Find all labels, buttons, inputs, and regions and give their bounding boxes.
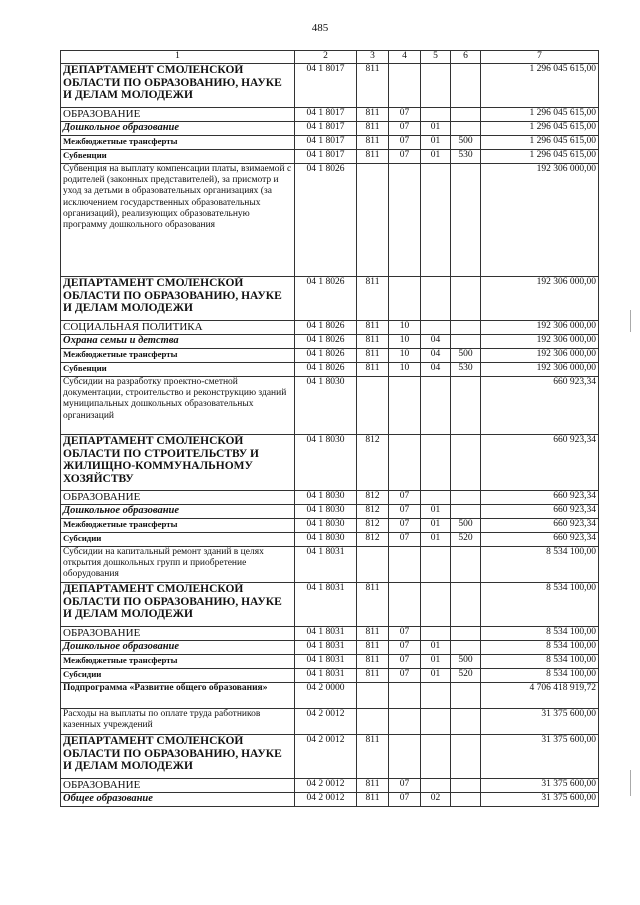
subsection-code: 01	[421, 655, 451, 669]
column-header: 4	[389, 51, 421, 64]
expense-type-code: 530	[451, 363, 481, 377]
subsection-code: 04	[421, 363, 451, 377]
budget-table	[60, 50, 599, 807]
department-code	[357, 709, 389, 735]
table-row	[61, 377, 599, 435]
item-name: ДЕПАРТАМЕНТ СМОЛЕНСКОЙ ОБЛАСТИ ПО СТРОИТЕЛЬСТВУ И ЖИЛИЩНО-КОММУНАЛЬНОМУ ХОЗЯЙСТВУ	[61, 435, 295, 491]
amount: 31 375 600,00	[481, 709, 599, 735]
target-article-code: 04 2 0012	[295, 779, 357, 793]
table-row	[61, 164, 599, 277]
page-number: 485	[311, 22, 329, 34]
item-name: Субвенции	[61, 150, 295, 164]
item-name: Субвенции	[61, 363, 295, 377]
expense-type-code: 500	[451, 519, 481, 533]
item-name: Дошкольное образование	[61, 122, 295, 136]
amount: 31 375 600,00	[481, 793, 599, 807]
target-article-code: 04 2 0000	[295, 683, 357, 709]
subsection-code	[421, 779, 451, 793]
item-name: Межбюджетные трансферты	[61, 136, 295, 150]
item-name: Субсидии на капитальный ремонт зданий в целях открытия дошкольных групп и приобретение оборудования	[61, 547, 295, 583]
amount: 660 923,34	[481, 435, 599, 491]
item-name: ОБРАЗОВАНИЕ	[61, 108, 295, 122]
table-row	[61, 349, 599, 363]
amount: 192 306 000,00	[481, 277, 599, 321]
amount: 31 375 600,00	[481, 779, 599, 793]
amount: 192 306 000,00	[481, 363, 599, 377]
department-code: 812	[357, 519, 389, 533]
expense-type-code	[451, 793, 481, 807]
section-code: 07	[389, 627, 421, 641]
department-code: 811	[357, 349, 389, 363]
department-code: 811	[357, 122, 389, 136]
amount: 1 296 045 615,00	[481, 122, 599, 136]
department-code: 811	[357, 627, 389, 641]
target-article-code: 04 1 8026	[295, 321, 357, 335]
section-code: 10	[389, 349, 421, 363]
department-code: 811	[357, 583, 389, 627]
amount: 192 306 000,00	[481, 164, 599, 277]
item-name: ДЕПАРТАМЕНТ СМОЛЕНСКОЙ ОБЛАСТИ ПО ОБРАЗОВАНИЮ, НАУКЕ И ДЕЛАМ МОЛОДЕЖИ	[61, 64, 295, 108]
expense-type-code	[451, 779, 481, 793]
amount: 660 923,34	[481, 491, 599, 505]
section-code	[389, 683, 421, 709]
expense-type-code: 500	[451, 349, 481, 363]
target-article-code: 04 1 8030	[295, 505, 357, 519]
section-code	[389, 64, 421, 108]
item-name: Субсидии	[61, 669, 295, 683]
item-name: Субсидии на разработку проектно-сметной документации, строительство и реконструкцию зданий муниципальных дошкольных образовательных организаций	[61, 377, 295, 435]
section-code: 07	[389, 108, 421, 122]
section-code	[389, 435, 421, 491]
table-row	[61, 583, 599, 627]
table-row	[61, 435, 599, 491]
department-code: 811	[357, 277, 389, 321]
subsection-code	[421, 277, 451, 321]
department-code: 811	[357, 108, 389, 122]
target-article-code: 04 1 8030	[295, 377, 357, 435]
target-article-code: 04 2 0012	[295, 735, 357, 779]
subsection-code	[421, 64, 451, 108]
section-code: 07	[389, 655, 421, 669]
table-row	[61, 641, 599, 655]
item-name: Дошкольное образование	[61, 505, 295, 519]
subsection-code	[421, 627, 451, 641]
amount: 4 706 418 919,72	[481, 683, 599, 709]
table-row	[61, 519, 599, 533]
item-name: ДЕПАРТАМЕНТ СМОЛЕНСКОЙ ОБЛАСТИ ПО ОБРАЗОВАНИЮ, НАУКЕ И ДЕЛАМ МОЛОДЕЖИ	[61, 735, 295, 779]
header-row	[61, 51, 599, 64]
target-article-code: 04 1 8026	[295, 164, 357, 277]
amount: 1 296 045 615,00	[481, 64, 599, 108]
section-code: 07	[389, 150, 421, 164]
department-code: 811	[357, 321, 389, 335]
target-article-code: 04 1 8017	[295, 64, 357, 108]
expense-type-code	[451, 491, 481, 505]
section-code: 10	[389, 321, 421, 335]
subsection-code	[421, 435, 451, 491]
department-code: 811	[357, 64, 389, 108]
item-name: ОБРАЗОВАНИЕ	[61, 491, 295, 505]
subsection-code	[421, 735, 451, 779]
department-code: 811	[357, 655, 389, 669]
scan-mark	[630, 770, 631, 796]
item-name: Субсидии	[61, 533, 295, 547]
target-article-code: 04 1 8030	[295, 435, 357, 491]
table-row	[61, 655, 599, 669]
amount: 8 534 100,00	[481, 583, 599, 627]
amount: 660 923,34	[481, 533, 599, 547]
department-code	[357, 377, 389, 435]
section-code: 07	[389, 533, 421, 547]
subsection-code: 04	[421, 349, 451, 363]
subsection-code: 01	[421, 122, 451, 136]
subsection-code: 01	[421, 136, 451, 150]
item-name: ОБРАЗОВАНИЕ	[61, 627, 295, 641]
amount: 8 534 100,00	[481, 547, 599, 583]
expense-type-code	[451, 277, 481, 321]
table-row	[61, 779, 599, 793]
table-row	[61, 547, 599, 583]
section-code: 07	[389, 669, 421, 683]
item-name: Межбюджетные трансферты	[61, 655, 295, 669]
target-article-code: 04 1 8026	[295, 349, 357, 363]
column-header: 1	[61, 51, 295, 64]
section-code	[389, 709, 421, 735]
table-row	[61, 150, 599, 164]
item-name: Подпрограмма «Развитие общего образования»	[61, 683, 295, 709]
column-header: 2	[295, 51, 357, 64]
target-article-code: 04 1 8031	[295, 641, 357, 655]
table-row	[61, 108, 599, 122]
department-code	[357, 164, 389, 277]
section-code: 07	[389, 505, 421, 519]
item-name: Дошкольное образование	[61, 641, 295, 655]
table-row	[61, 136, 599, 150]
department-code: 812	[357, 435, 389, 491]
target-article-code: 04 1 8026	[295, 335, 357, 349]
department-code	[357, 547, 389, 583]
subsection-code	[421, 164, 451, 277]
section-code: 10	[389, 335, 421, 349]
item-name: Субвенция на выплату компенсации платы, взимаемой с родителей (законных представителей), за присмотр и уход за детьми в образовательных организациях (за исключением государственных образовательных организаций), реализующих образовательную программу дошкольного образования	[61, 164, 295, 277]
subsection-code	[421, 683, 451, 709]
target-article-code: 04 1 8030	[295, 491, 357, 505]
column-header: 7	[481, 51, 599, 64]
department-code: 811	[357, 335, 389, 349]
amount: 192 306 000,00	[481, 349, 599, 363]
department-code: 812	[357, 491, 389, 505]
department-code: 811	[357, 136, 389, 150]
department-code: 811	[357, 793, 389, 807]
column-header: 5	[421, 51, 451, 64]
target-article-code: 04 1 8026	[295, 363, 357, 377]
section-code	[389, 735, 421, 779]
section-code: 07	[389, 793, 421, 807]
subsection-code	[421, 108, 451, 122]
expense-type-code	[451, 683, 481, 709]
amount: 192 306 000,00	[481, 321, 599, 335]
subsection-code	[421, 547, 451, 583]
item-name: Охрана семьи и детства	[61, 335, 295, 349]
section-code: 07	[389, 491, 421, 505]
section-code: 07	[389, 136, 421, 150]
table-row	[61, 122, 599, 136]
table-row	[61, 491, 599, 505]
expense-type-code	[451, 164, 481, 277]
table-row	[61, 627, 599, 641]
subsection-code: 01	[421, 533, 451, 547]
table-row	[61, 64, 599, 108]
expense-type-code: 520	[451, 533, 481, 547]
expense-type-code	[451, 64, 481, 108]
expense-type-code: 530	[451, 150, 481, 164]
item-name: СОЦИАЛЬНАЯ ПОЛИТИКА	[61, 321, 295, 335]
subsection-code	[421, 377, 451, 435]
section-code: 07	[389, 641, 421, 655]
item-name: ДЕПАРТАМЕНТ СМОЛЕНСКОЙ ОБЛАСТИ ПО ОБРАЗОВАНИЮ, НАУКЕ И ДЕЛАМ МОЛОДЕЖИ	[61, 277, 295, 321]
department-code: 812	[357, 533, 389, 547]
subsection-code: 01	[421, 519, 451, 533]
department-code: 811	[357, 363, 389, 377]
department-code: 812	[357, 505, 389, 519]
item-name: ОБРАЗОВАНИЕ	[61, 779, 295, 793]
department-code: 811	[357, 779, 389, 793]
target-article-code: 04 1 8030	[295, 519, 357, 533]
item-name: Общее образование	[61, 793, 295, 807]
expense-type-code	[451, 583, 481, 627]
table-row	[61, 321, 599, 335]
expense-type-code: 520	[451, 669, 481, 683]
amount: 192 306 000,00	[481, 335, 599, 349]
subsection-code	[421, 321, 451, 335]
subsection-code: 01	[421, 641, 451, 655]
scan-mark	[630, 310, 631, 332]
subsection-code: 02	[421, 793, 451, 807]
amount: 1 296 045 615,00	[481, 108, 599, 122]
target-article-code: 04 1 8026	[295, 277, 357, 321]
section-code	[389, 583, 421, 627]
subsection-code: 01	[421, 505, 451, 519]
subsection-code: 01	[421, 669, 451, 683]
department-code: 811	[357, 641, 389, 655]
amount: 8 534 100,00	[481, 655, 599, 669]
section-code	[389, 164, 421, 277]
expense-type-code	[451, 377, 481, 435]
item-name: Межбюджетные трансферты	[61, 349, 295, 363]
column-header: 3	[357, 51, 389, 64]
subsection-code: 04	[421, 335, 451, 349]
target-article-code: 04 1 8031	[295, 655, 357, 669]
section-code: 07	[389, 779, 421, 793]
subsection-code	[421, 709, 451, 735]
amount: 31 375 600,00	[481, 735, 599, 779]
target-article-code: 04 1 8031	[295, 583, 357, 627]
subsection-code	[421, 491, 451, 505]
item-name: Расходы на выплаты по оплате труда работников казенных учреждений	[61, 709, 295, 735]
target-article-code: 04 1 8017	[295, 122, 357, 136]
table-row	[61, 277, 599, 321]
expense-type-code: 500	[451, 655, 481, 669]
amount: 1 296 045 615,00	[481, 150, 599, 164]
target-article-code: 04 2 0012	[295, 709, 357, 735]
expense-type-code	[451, 435, 481, 491]
amount: 1 296 045 615,00	[481, 136, 599, 150]
amount: 660 923,34	[481, 377, 599, 435]
table-row	[61, 683, 599, 709]
target-article-code: 04 2 0012	[295, 793, 357, 807]
expense-type-code: 500	[451, 136, 481, 150]
item-name: Межбюджетные трансферты	[61, 519, 295, 533]
amount: 8 534 100,00	[481, 627, 599, 641]
table-row	[61, 505, 599, 519]
table-row	[61, 793, 599, 807]
department-code: 811	[357, 735, 389, 779]
expense-type-code	[451, 547, 481, 583]
target-article-code: 04 1 8031	[295, 627, 357, 641]
expense-type-code	[451, 321, 481, 335]
section-code	[389, 377, 421, 435]
target-article-code: 04 1 8031	[295, 547, 357, 583]
department-code: 811	[357, 669, 389, 683]
subsection-code: 01	[421, 150, 451, 164]
target-article-code: 04 1 8017	[295, 150, 357, 164]
expense-type-code	[451, 505, 481, 519]
column-header: 6	[451, 51, 481, 64]
table-row	[61, 335, 599, 349]
expense-type-code	[451, 122, 481, 136]
subsection-code	[421, 583, 451, 627]
amount: 660 923,34	[481, 505, 599, 519]
target-article-code: 04 1 8031	[295, 669, 357, 683]
expense-type-code	[451, 108, 481, 122]
table-row	[61, 709, 599, 735]
table-row	[61, 669, 599, 683]
expense-type-code	[451, 627, 481, 641]
target-article-code: 04 1 8017	[295, 108, 357, 122]
expense-type-code	[451, 335, 481, 349]
section-code	[389, 277, 421, 321]
amount: 8 534 100,00	[481, 669, 599, 683]
expense-type-code	[451, 735, 481, 779]
department-code	[357, 683, 389, 709]
section-code: 10	[389, 363, 421, 377]
target-article-code: 04 1 8030	[295, 533, 357, 547]
expense-type-code	[451, 641, 481, 655]
section-code	[389, 547, 421, 583]
table-row	[61, 363, 599, 377]
item-name: ДЕПАРТАМЕНТ СМОЛЕНСКОЙ ОБЛАСТИ ПО ОБРАЗОВАНИЮ, НАУКЕ И ДЕЛАМ МОЛОДЕЖИ	[61, 583, 295, 627]
section-code: 07	[389, 122, 421, 136]
target-article-code: 04 1 8017	[295, 136, 357, 150]
amount: 660 923,34	[481, 519, 599, 533]
table-body	[61, 64, 599, 807]
section-code: 07	[389, 519, 421, 533]
table-row	[61, 735, 599, 779]
department-code: 811	[357, 150, 389, 164]
amount: 8 534 100,00	[481, 641, 599, 655]
table-row	[61, 533, 599, 547]
expense-type-code	[451, 709, 481, 735]
